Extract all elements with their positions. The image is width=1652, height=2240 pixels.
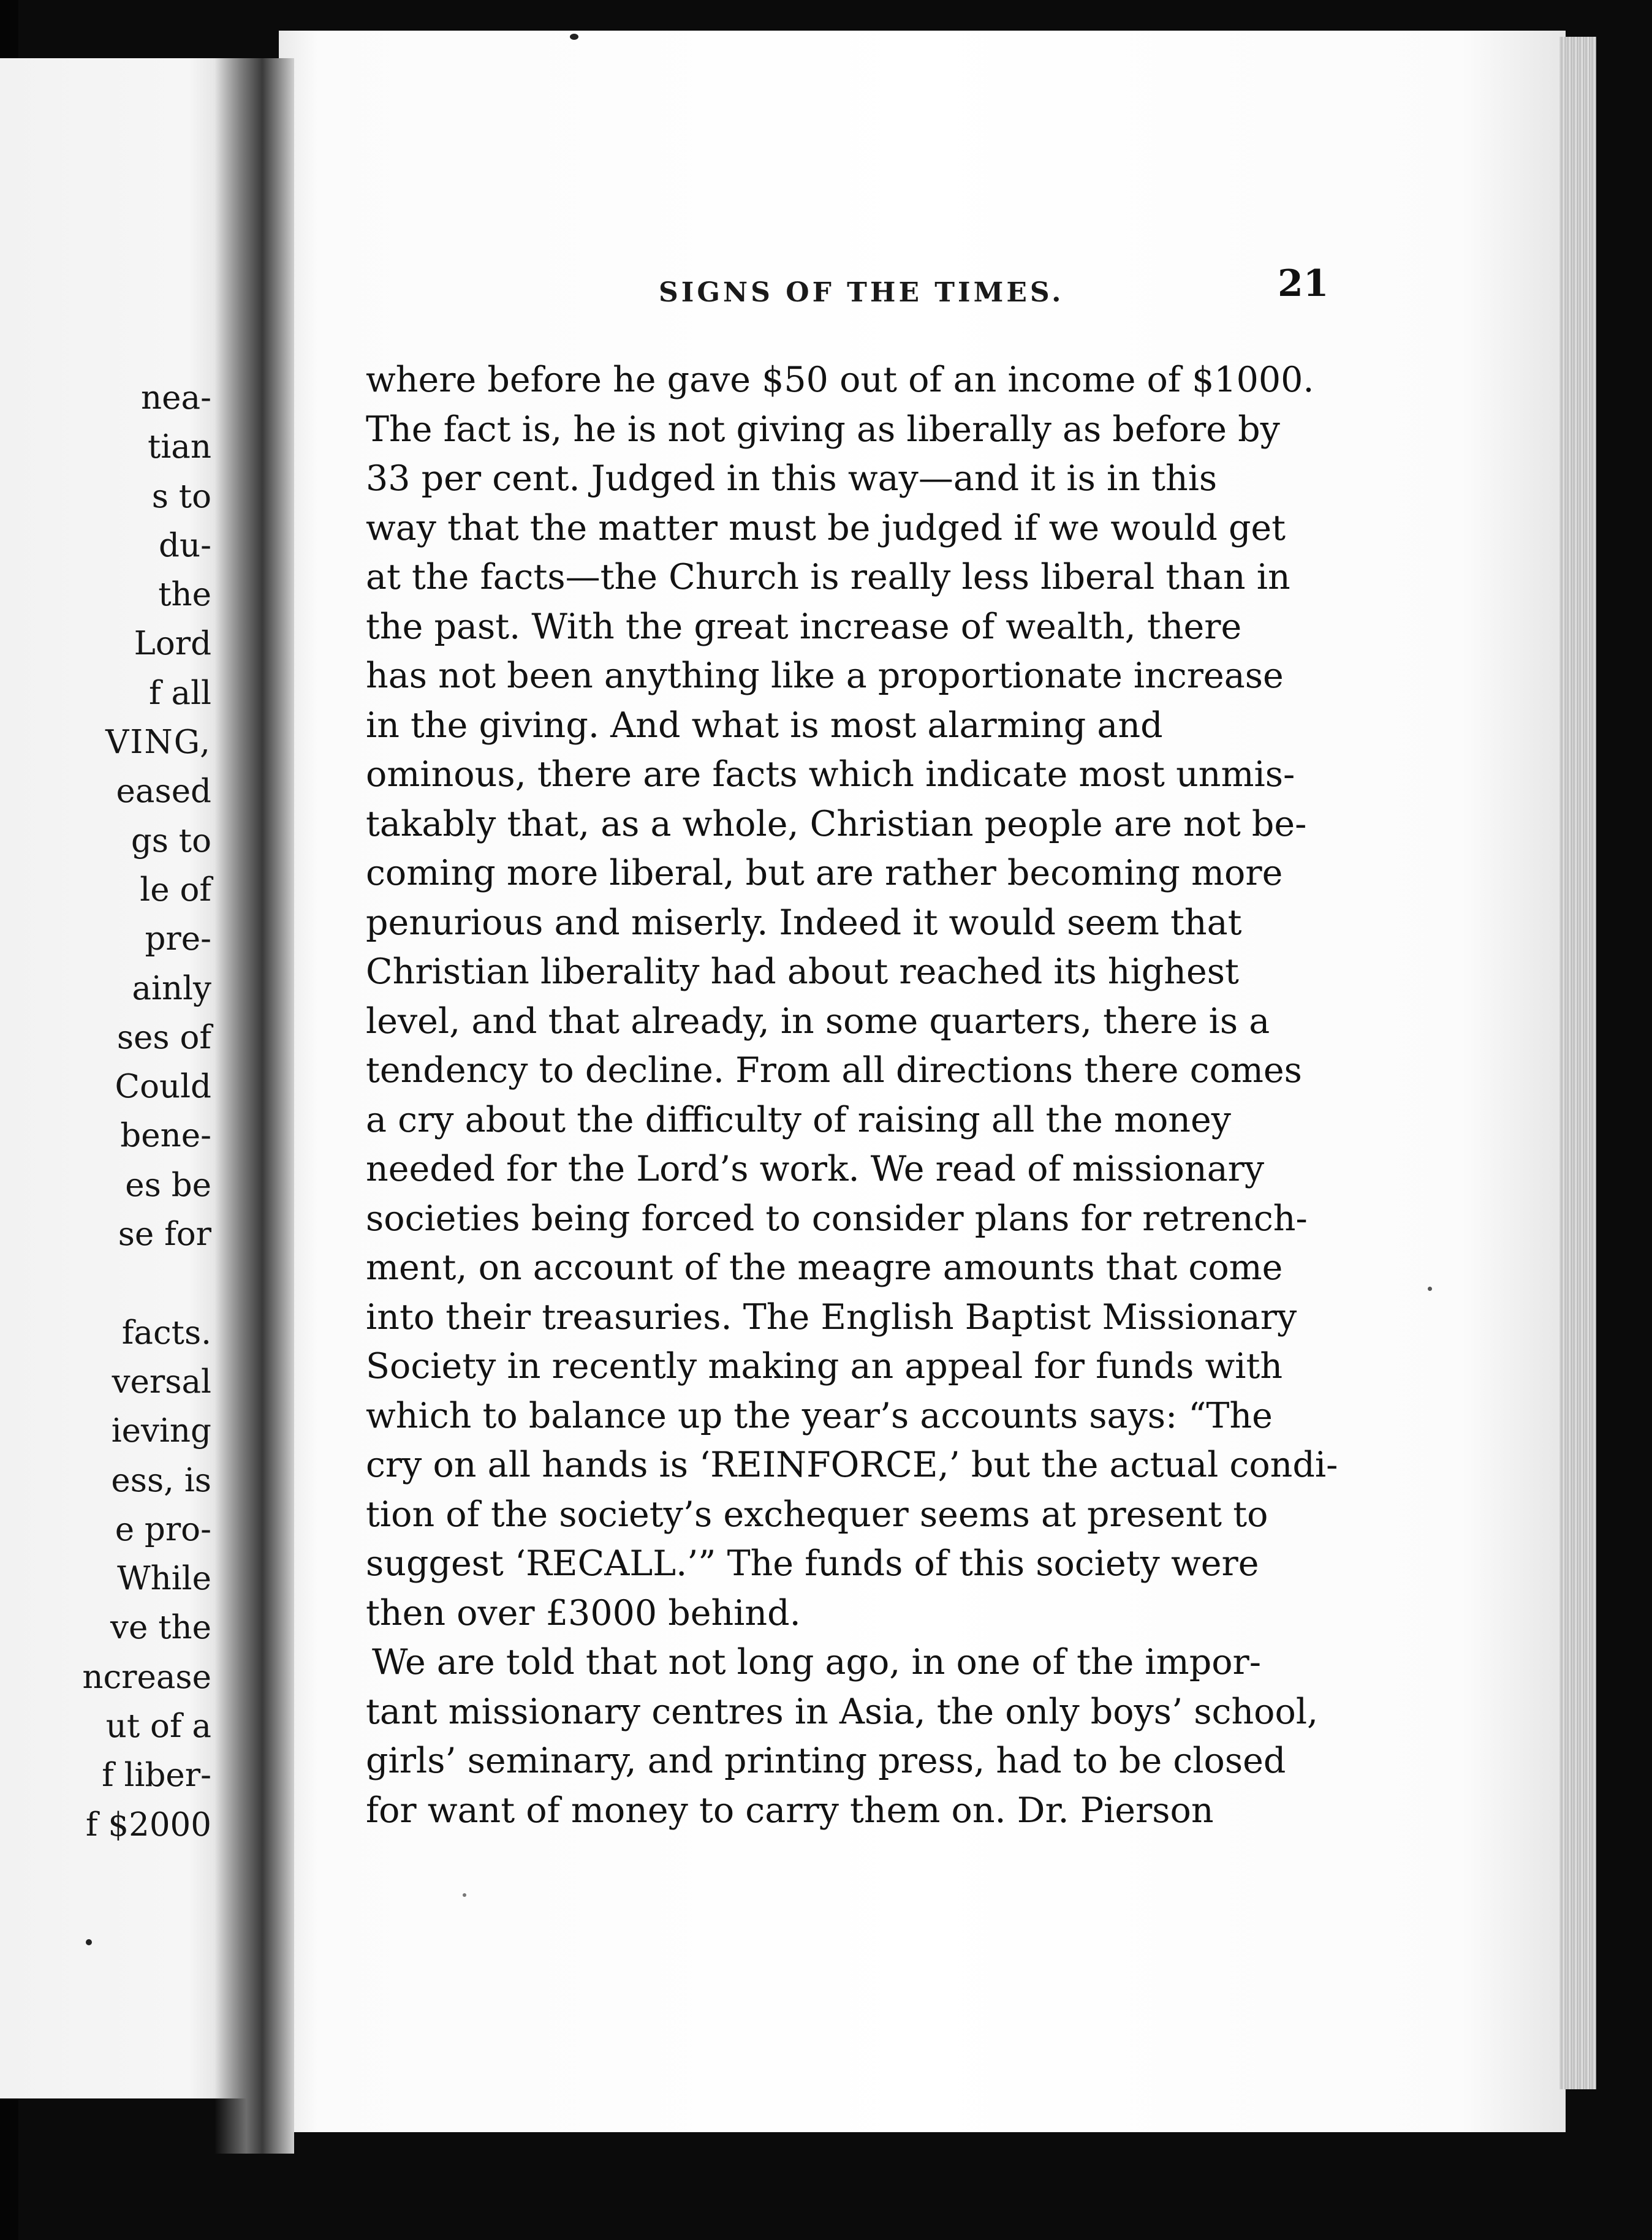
text-line: in the giving. And what is most alarming and — [366, 705, 1163, 746]
left-fragment-line: eased — [116, 773, 211, 811]
left-fragment-line: le of — [140, 871, 211, 909]
left-fragment-line: ve the — [110, 1609, 211, 1647]
left-fragment-line: Could — [115, 1068, 211, 1106]
page-number: 21 — [1278, 262, 1329, 305]
text-line: Christian liberality had about reached its highest — [366, 952, 1239, 992]
text-line: which to balance up the year’s accounts says: “The — [366, 1395, 1273, 1436]
left-fragment-line: nea- — [140, 379, 211, 417]
text-line: has not been anything like a proportionate increase — [366, 656, 1284, 696]
left-fragment-line: es be — [125, 1166, 211, 1204]
book-gutter — [214, 58, 294, 2154]
left-fragment-line: f all — [149, 674, 211, 712]
text-line: ment, on account of the meagre amounts that come — [366, 1247, 1283, 1288]
scan-speck — [86, 1939, 92, 1945]
left-fragment-line: ieving — [111, 1412, 211, 1450]
left-fragment-line — [82, 1259, 211, 1308]
text-line: Society in recently making an appeal for funds with — [366, 1346, 1283, 1387]
text-line: takably that, as a whole, Christian people are not be- — [366, 803, 1307, 844]
left-fragment-line: gs to — [131, 822, 211, 860]
left-fragment-line: VING, — [105, 724, 211, 762]
text-line: into their treasuries. The English Baptist Missionary — [366, 1296, 1297, 1338]
left-fragment-line: f $2000 — [85, 1806, 211, 1844]
running-head: SIGNS OF THE TIMES. — [659, 277, 1064, 308]
left-fragment-line: bene- — [120, 1117, 211, 1155]
left-fragment-line: ess, is — [111, 1461, 211, 1499]
left-fragment-line: the — [158, 576, 211, 614]
scan-speck — [1428, 1287, 1432, 1291]
text-line: where before he gave $50 out of an income of $1000. — [366, 360, 1314, 400]
text-line: the past. With the great increase of wealth, there — [366, 606, 1242, 647]
left-fragment-line: tian — [148, 428, 211, 466]
text-line: at the facts—the Church is really less liberal than in — [366, 557, 1290, 597]
left-fragment-line: du- — [159, 526, 211, 564]
left-fragment-line: facts. — [121, 1314, 211, 1352]
text-line: tion of the society’s exchequer seems at present to — [366, 1494, 1268, 1535]
left-fragment-line: se for — [118, 1216, 211, 1254]
left-fragment-line: s to — [151, 477, 211, 515]
page-edges — [1559, 37, 1596, 2089]
text-line: tendency to decline. From all directions there comes — [366, 1050, 1302, 1091]
text-line: girls’ seminary, and printing press, had to be closed — [366, 1741, 1286, 1781]
left-fragment-line: f liber- — [102, 1757, 211, 1795]
body-text — [366, 355, 1340, 1835]
left-fragment-line: Lord — [134, 625, 211, 663]
left-fragment-line: ncrease — [82, 1658, 211, 1696]
text-line: level, and that already, in some quarters, there is a — [366, 1001, 1270, 1042]
text-line: We are told that not long ago, in one of the impor- — [372, 1642, 1262, 1682]
text-line: The fact is, he is not giving as liberally as before by — [366, 409, 1280, 450]
left-fragment-line: pre- — [145, 920, 211, 958]
left-fragment-line: ainly — [132, 969, 211, 1007]
left-fragment-line: ut of a — [105, 1708, 211, 1746]
text-line: societies being forced to consider plans for retrench- — [366, 1198, 1308, 1239]
text-line: suggest ‘RECALL.’” The funds of this society were — [366, 1543, 1259, 1584]
text-line: for want of money to carry them on. Dr. Pierson — [366, 1790, 1214, 1831]
left-fragment-line: ses of — [116, 1018, 211, 1056]
scan-speck — [463, 1893, 466, 1897]
left-fragment-line: e pro- — [115, 1510, 211, 1548]
text-line: needed for the Lord’s work. We read of missionary — [366, 1149, 1265, 1189]
text-line: a cry about the difficulty of raising all the money — [366, 1099, 1231, 1140]
scan-speck — [570, 34, 578, 40]
left-page-text-fragments — [82, 374, 211, 1850]
left-fragment-line: While — [117, 1560, 211, 1598]
text-line: tant missionary centres in Asia, the only boys’ school, — [366, 1691, 1319, 1732]
left-fragment-line: versal — [112, 1363, 211, 1401]
text-line: cry on all hands is ‘REINFORCE,’ but the actual condi- — [366, 1445, 1338, 1485]
text-line: coming more liberal, but are rather becoming more — [366, 853, 1283, 893]
text-line: then over £3000 behind. — [366, 1592, 801, 1633]
text-line: penurious and miserly. Indeed it would seem that — [366, 902, 1242, 943]
text-line: way that the matter must be judged if we would get — [366, 507, 1286, 548]
text-line: 33 per cent. Judged in this way—and it is in this — [366, 458, 1218, 499]
text-line: ominous, there are facts which indicate most unmis- — [366, 754, 1295, 795]
